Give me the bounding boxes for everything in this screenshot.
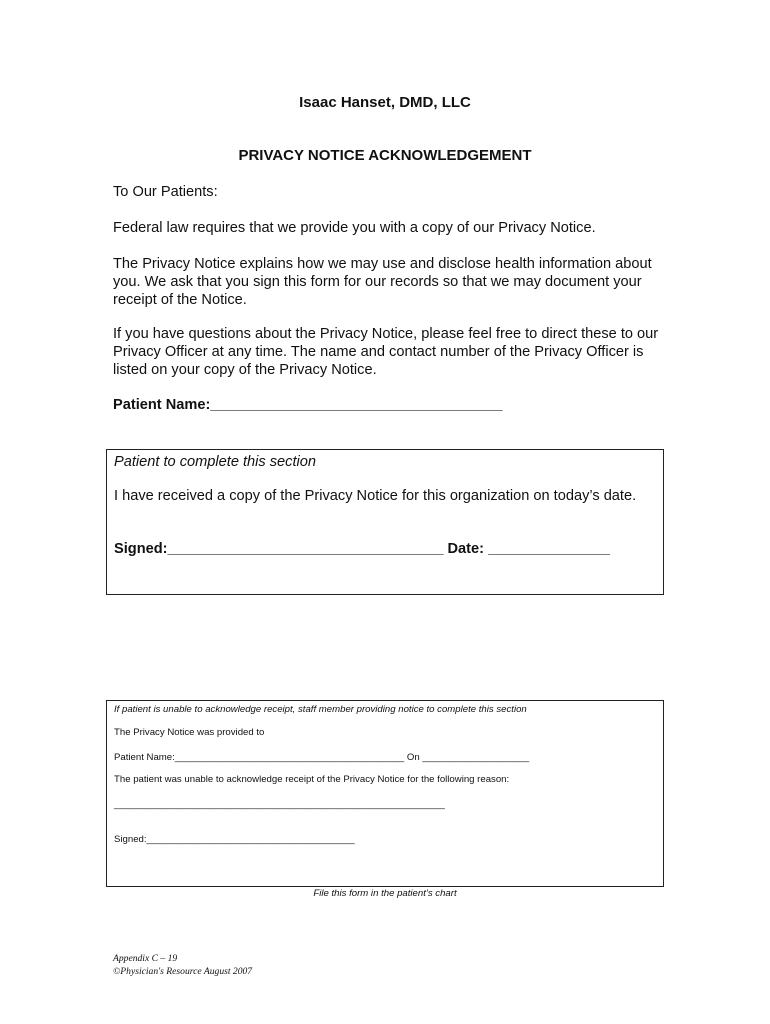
patient-name-line: Patient Name:____________________________________ bbox=[113, 397, 503, 413]
receipt-statement: I have received a copy of the Privacy Notice for this organization on today’s date. bbox=[114, 488, 637, 504]
footer bbox=[113, 952, 252, 978]
staff-section-box bbox=[106, 700, 664, 887]
patient-section-box bbox=[106, 449, 664, 595]
patient-section-heading: Patient to complete this section bbox=[114, 454, 316, 470]
file-note: File this form in the patient’s chart bbox=[313, 888, 457, 899]
staff-signature-line: Signed:_______________________________________ bbox=[114, 834, 355, 845]
paragraph-notice-explanation: The Privacy Notice explains how we may use and disclose health information about you. We ask that you sign this form for our records so that we may document your receipt of the Notice. bbox=[113, 256, 652, 308]
greeting: To Our Patients: bbox=[113, 184, 218, 200]
signature-date-line: Signed:__________________________________ Date: _______________ bbox=[114, 541, 610, 557]
copyright-text: ©Physician's Resource August 2007 bbox=[113, 966, 253, 977]
document-title: PRIVACY NOTICE ACKNOWLEDGEMENT bbox=[238, 147, 532, 164]
paragraph-questions: If you have questions about the Privacy Notice, please feel free to direct these to our Privacy Officer at any time. The name and contact number of the Privacy Officer is listed on your copy of the Privacy Notice. bbox=[113, 326, 659, 378]
staff-patient-name-line: Patient Name:___________________________________________ On ____________________ bbox=[114, 752, 530, 763]
appendix-label: Appendix C – 19 bbox=[113, 953, 178, 964]
provided-to-text: The Privacy Notice was provided to bbox=[114, 727, 265, 738]
paragraph-federal-law: Federal law requires that we provide you with a copy of our Privacy Notice. bbox=[113, 220, 596, 236]
reason-text: The patient was unable to acknowledge receipt of the Privacy Notice for the following reason: bbox=[114, 774, 510, 785]
reason-blank-line: ______________________________________________________________ bbox=[114, 799, 445, 810]
staff-section-heading: If patient is unable to acknowledge receipt, staff member providing notice to complete this section bbox=[114, 704, 527, 715]
practice-name: Isaac Hanset, DMD, LLC bbox=[299, 94, 471, 111]
